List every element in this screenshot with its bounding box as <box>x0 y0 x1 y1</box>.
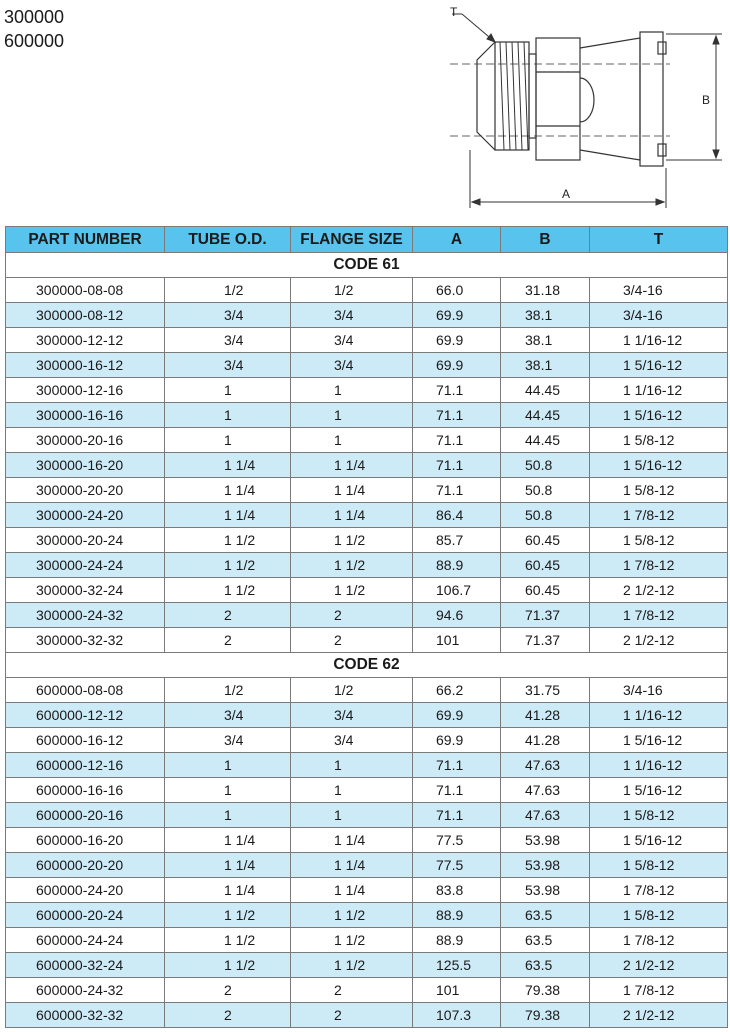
dimension-b-label: B <box>702 93 711 107</box>
thread-t-cell: 1 7/8-12 <box>590 603 728 628</box>
table-row <box>6 803 728 828</box>
section-title: CODE 61 <box>6 253 728 278</box>
dimension-a-cell: 107.3 <box>413 1003 501 1028</box>
flange-size-cell: 3/4 <box>291 703 413 728</box>
part-number-cell: 600000-24-32 <box>6 978 165 1003</box>
dimension-b-cell: 47.63 <box>501 753 590 778</box>
part-number-cell: 300000-20-20 <box>6 478 165 503</box>
table-row <box>6 878 728 903</box>
dimension-b-cell: 63.5 <box>501 903 590 928</box>
thread-t-cell: 1 5/16-12 <box>590 353 728 378</box>
part-number-cell: 300000-24-24 <box>6 553 165 578</box>
table-row <box>6 678 728 703</box>
table-row <box>6 453 728 478</box>
tube-od-cell: 1 1/4 <box>165 453 291 478</box>
table-row <box>6 328 728 353</box>
tube-od-cell: 3/4 <box>165 328 291 353</box>
tube-od-cell: 1/2 <box>165 678 291 703</box>
flange-size-cell: 1 1/2 <box>291 528 413 553</box>
table-row <box>6 303 728 328</box>
thread-t-cell: 1 5/8-12 <box>590 903 728 928</box>
flange-size-cell: 1 <box>291 428 413 453</box>
tube-od-cell: 1 1/2 <box>165 903 291 928</box>
dimension-a-cell: 106.7 <box>413 578 501 603</box>
dimension-b-cell: 47.63 <box>501 803 590 828</box>
dimension-b-cell: 50.8 <box>501 453 590 478</box>
table-row <box>6 928 728 953</box>
tube-od-cell: 1 1/2 <box>165 528 291 553</box>
part-number-cell: 300000-12-16 <box>6 378 165 403</box>
part-number-cell: 300000-16-12 <box>6 353 165 378</box>
flange-size-cell: 2 <box>291 628 413 653</box>
table-row <box>6 978 728 1003</box>
dimension-a-cell: 88.9 <box>413 928 501 953</box>
thread-t-cell: 1 5/16-12 <box>590 453 728 478</box>
table-row <box>6 428 728 453</box>
fitting-drawing <box>440 0 730 215</box>
dimension-a-cell: 88.9 <box>413 553 501 578</box>
thread-t-cell: 1 7/8-12 <box>590 928 728 953</box>
part-number-cell: 600000-16-12 <box>6 728 165 753</box>
body-shape <box>580 38 640 160</box>
column-header-t: T <box>590 227 728 253</box>
thread-t-cell: 2 1/2-12 <box>590 953 728 978</box>
thread-t-cell: 1 5/8-12 <box>590 803 728 828</box>
flange-size-cell: 1 <box>291 378 413 403</box>
thread-t-cell: 1 7/8-12 <box>590 978 728 1003</box>
tube-od-cell: 1 1/2 <box>165 553 291 578</box>
flange-size-cell: 3/4 <box>291 728 413 753</box>
dimension-a-cell: 69.9 <box>413 728 501 753</box>
flange-size-cell: 1 1/2 <box>291 553 413 578</box>
tube-od-cell: 3/4 <box>165 303 291 328</box>
flange-size-cell: 1/2 <box>291 678 413 703</box>
table-row <box>6 603 728 628</box>
neck-shape <box>529 54 536 138</box>
dimension-b-cell: 44.45 <box>501 428 590 453</box>
part-number-cell: 300000-16-20 <box>6 453 165 478</box>
dimension-b-cell: 44.45 <box>501 378 590 403</box>
dimension-b-cell: 31.75 <box>501 678 590 703</box>
dimension-b-cell: 50.8 <box>501 503 590 528</box>
hex-arc-shape <box>580 78 594 122</box>
dimension-b-cell: 38.1 <box>501 353 590 378</box>
thread-t-cell: 3/4-16 <box>590 678 728 703</box>
part-number-cell: 600000-16-16 <box>6 778 165 803</box>
table-row <box>6 828 728 853</box>
parts-table <box>5 226 728 1028</box>
dimension-a-cell: 77.5 <box>413 853 501 878</box>
thread-lines-shape <box>500 42 528 150</box>
dimension-b-cell: 63.5 <box>501 928 590 953</box>
part-number-cell: 300000-32-24 <box>6 578 165 603</box>
dimension-b-cell: 47.63 <box>501 778 590 803</box>
column-header-a: A <box>413 227 501 253</box>
flange-size-cell: 1 <box>291 753 413 778</box>
series-codes <box>4 5 64 53</box>
table-row <box>6 353 728 378</box>
flare-nose-shape <box>477 42 495 150</box>
thread-t-cell: 2 1/2-12 <box>590 628 728 653</box>
dimension-a-cell: 71.1 <box>413 803 501 828</box>
tube-od-cell: 1 1/2 <box>165 953 291 978</box>
dimension-b-cell: 31.18 <box>501 278 590 303</box>
column-header-tube-od: TUBE O.D. <box>165 227 291 253</box>
table-row <box>6 778 728 803</box>
table-row <box>6 753 728 778</box>
dimension-a-cell: 85.7 <box>413 528 501 553</box>
part-number-cell: 300000-12-12 <box>6 328 165 353</box>
dimension-a-cell: 69.9 <box>413 353 501 378</box>
thread-t-cell: 2 1/2-12 <box>590 578 728 603</box>
dimension-a-cell: 86.4 <box>413 503 501 528</box>
tube-od-cell: 1 1/2 <box>165 578 291 603</box>
tube-od-cell: 1 1/4 <box>165 853 291 878</box>
part-number-cell: 600000-32-32 <box>6 1003 165 1028</box>
tube-od-cell: 1 1/2 <box>165 928 291 953</box>
dimension-t-label: T <box>450 5 458 19</box>
tube-od-cell: 2 <box>165 603 291 628</box>
flange-size-cell: 2 <box>291 603 413 628</box>
thread-t-cell: 1 1/16-12 <box>590 703 728 728</box>
table-row <box>6 628 728 653</box>
dimension-a-cell: 71.1 <box>413 753 501 778</box>
thread-t-cell: 1 7/8-12 <box>590 503 728 528</box>
part-number-cell: 600000-20-16 <box>6 803 165 828</box>
tube-od-cell: 2 <box>165 628 291 653</box>
part-number-cell: 600000-08-08 <box>6 678 165 703</box>
dimension-b-cell: 63.5 <box>501 953 590 978</box>
part-number-cell: 600000-32-24 <box>6 953 165 978</box>
thread-t-cell: 1 5/8-12 <box>590 853 728 878</box>
dimension-a-cell: 66.2 <box>413 678 501 703</box>
table-row <box>6 578 728 603</box>
thread-t-cell: 1 5/16-12 <box>590 778 728 803</box>
flange-size-cell: 1 1/4 <box>291 878 413 903</box>
column-header-flange-size: FLANGE SIZE <box>291 227 413 253</box>
dimension-b-cell: 53.98 <box>501 878 590 903</box>
thread-t-cell: 1 5/8-12 <box>590 528 728 553</box>
flange-size-cell: 2 <box>291 978 413 1003</box>
tube-od-cell: 2 <box>165 1003 291 1028</box>
dimension-a-cell: 71.1 <box>413 478 501 503</box>
tube-od-cell: 1 1/4 <box>165 828 291 853</box>
flange-size-cell: 2 <box>291 1003 413 1028</box>
series-code-primary: 300000 <box>4 7 65 27</box>
part-number-cell: 600000-16-20 <box>6 828 165 853</box>
dimension-b-cell: 53.98 <box>501 828 590 853</box>
flange-size-cell: 1 1/2 <box>291 578 413 603</box>
table-row <box>6 503 728 528</box>
tube-od-cell: 1 <box>165 428 291 453</box>
flange-size-cell: 1 1/4 <box>291 853 413 878</box>
flange-size-cell: 1 <box>291 803 413 828</box>
table-row <box>6 278 728 303</box>
part-number-cell: 300000-20-24 <box>6 528 165 553</box>
dimension-a-cell: 71.1 <box>413 403 501 428</box>
thread-t-cell: 2 1/2-12 <box>590 1003 728 1028</box>
part-number-cell: 300000-24-20 <box>6 503 165 528</box>
flange-size-cell: 1 <box>291 778 413 803</box>
series-code-secondary: 600000 <box>4 31 65 51</box>
tube-od-cell: 1 <box>165 378 291 403</box>
hex-nut-shape <box>536 38 580 160</box>
column-header-part-number: PART NUMBER <box>6 227 165 253</box>
table-row <box>6 703 728 728</box>
thread-t-cell: 3/4-16 <box>590 278 728 303</box>
flange-size-cell: 3/4 <box>291 303 413 328</box>
flange-size-cell: 1 1/2 <box>291 953 413 978</box>
table-row <box>6 953 728 978</box>
dimension-b-cell: 53.98 <box>501 853 590 878</box>
tube-od-cell: 1 1/4 <box>165 503 291 528</box>
dimension-b-cell: 79.38 <box>501 978 590 1003</box>
flange-size-cell: 1 <box>291 403 413 428</box>
thread-t-cell: 1 1/16-12 <box>590 378 728 403</box>
dimension-b-cell: 44.45 <box>501 403 590 428</box>
tube-od-cell: 1 <box>165 803 291 828</box>
thread-t-cell: 1 5/16-12 <box>590 403 728 428</box>
dimension-b-cell: 38.1 <box>501 303 590 328</box>
flange-size-cell: 1/2 <box>291 278 413 303</box>
dimension-a-cell: 101 <box>413 628 501 653</box>
flange-size-cell: 1 1/2 <box>291 928 413 953</box>
table-row <box>6 553 728 578</box>
part-number-cell: 600000-20-24 <box>6 903 165 928</box>
thread-t-cell: 1 1/16-12 <box>590 753 728 778</box>
tube-od-cell: 1 <box>165 403 291 428</box>
dimension-a-cell: 125.5 <box>413 953 501 978</box>
dimension-b-cell: 41.28 <box>501 728 590 753</box>
table-row <box>6 378 728 403</box>
flange-size-cell: 1 1/4 <box>291 503 413 528</box>
tube-od-cell: 1 1/4 <box>165 878 291 903</box>
dimension-a-cell: 71.1 <box>413 453 501 478</box>
dimension-b-cell: 38.1 <box>501 328 590 353</box>
dimension-a-cell: 66.0 <box>413 278 501 303</box>
thread-t-cell: 1 5/8-12 <box>590 428 728 453</box>
thread-t-cell: 3/4-16 <box>590 303 728 328</box>
dimension-a-cell: 77.5 <box>413 828 501 853</box>
dimension-a-cell: 71.1 <box>413 778 501 803</box>
dimension-b-cell: 50.8 <box>501 478 590 503</box>
part-number-cell: 300000-24-32 <box>6 603 165 628</box>
section-header-row <box>6 253 728 278</box>
table-header-row <box>6 227 728 253</box>
thread-t-cell: 1 1/16-12 <box>590 328 728 353</box>
dimension-b-cell: 60.45 <box>501 528 590 553</box>
flange-size-cell: 1 1/4 <box>291 453 413 478</box>
dimension-a-cell: 71.1 <box>413 378 501 403</box>
dimension-a-cell: 94.6 <box>413 603 501 628</box>
dimension-a-cell: 69.9 <box>413 303 501 328</box>
tube-od-cell: 2 <box>165 978 291 1003</box>
part-number-cell: 300000-08-08 <box>6 278 165 303</box>
dimension-b-cell: 71.37 <box>501 628 590 653</box>
dimension-b-cell: 60.45 <box>501 553 590 578</box>
part-number-cell: 600000-24-24 <box>6 928 165 953</box>
part-number-cell: 300000-08-12 <box>6 303 165 328</box>
dimension-a-label: A <box>562 187 571 201</box>
flange-size-cell: 1 1/2 <box>291 903 413 928</box>
column-header-b: B <box>501 227 590 253</box>
part-number-cell: 600000-12-12 <box>6 703 165 728</box>
thread-t-cell: 1 7/8-12 <box>590 878 728 903</box>
tube-od-cell: 1/2 <box>165 278 291 303</box>
table-row <box>6 728 728 753</box>
thread-t-cell: 1 5/16-12 <box>590 828 728 853</box>
dimension-a-cell: 101 <box>413 978 501 1003</box>
flange-size-cell: 1 1/4 <box>291 828 413 853</box>
part-number-cell: 600000-24-20 <box>6 878 165 903</box>
section-title: CODE 62 <box>6 653 728 678</box>
dimension-a-cell: 69.9 <box>413 328 501 353</box>
table-row <box>6 853 728 878</box>
tube-od-cell: 3/4 <box>165 353 291 378</box>
part-number-cell: 300000-16-16 <box>6 403 165 428</box>
table-row <box>6 478 728 503</box>
table-row <box>6 403 728 428</box>
table-row <box>6 528 728 553</box>
tube-od-cell: 3/4 <box>165 728 291 753</box>
section-header-row <box>6 653 728 678</box>
thread-t-cell: 1 5/16-12 <box>590 728 728 753</box>
part-number-cell: 300000-20-16 <box>6 428 165 453</box>
dimension-b-cell: 71.37 <box>501 603 590 628</box>
tube-od-cell: 1 1/4 <box>165 478 291 503</box>
flange-size-cell: 3/4 <box>291 328 413 353</box>
table-body <box>6 253 728 1028</box>
thread-t-cell: 1 5/8-12 <box>590 478 728 503</box>
table-row <box>6 1003 728 1028</box>
part-number-cell: 600000-20-20 <box>6 853 165 878</box>
flange-size-cell: 3/4 <box>291 353 413 378</box>
flange-size-cell: 1 1/4 <box>291 478 413 503</box>
part-number-cell: 300000-32-32 <box>6 628 165 653</box>
thread-t-cell: 1 7/8-12 <box>590 553 728 578</box>
dimension-b-cell: 41.28 <box>501 703 590 728</box>
part-number-cell: 600000-12-16 <box>6 753 165 778</box>
table-row <box>6 903 728 928</box>
tube-od-cell: 1 <box>165 778 291 803</box>
flange-shape <box>640 32 663 166</box>
dimension-a-cell: 83.8 <box>413 878 501 903</box>
tube-od-cell: 1 <box>165 753 291 778</box>
dimension-b-cell: 79.38 <box>501 1003 590 1028</box>
dimension-a-cell: 69.9 <box>413 703 501 728</box>
dimension-a-cell: 88.9 <box>413 903 501 928</box>
dimension-b-cell: 60.45 <box>501 578 590 603</box>
dimension-a-cell: 71.1 <box>413 428 501 453</box>
tube-od-cell: 3/4 <box>165 703 291 728</box>
